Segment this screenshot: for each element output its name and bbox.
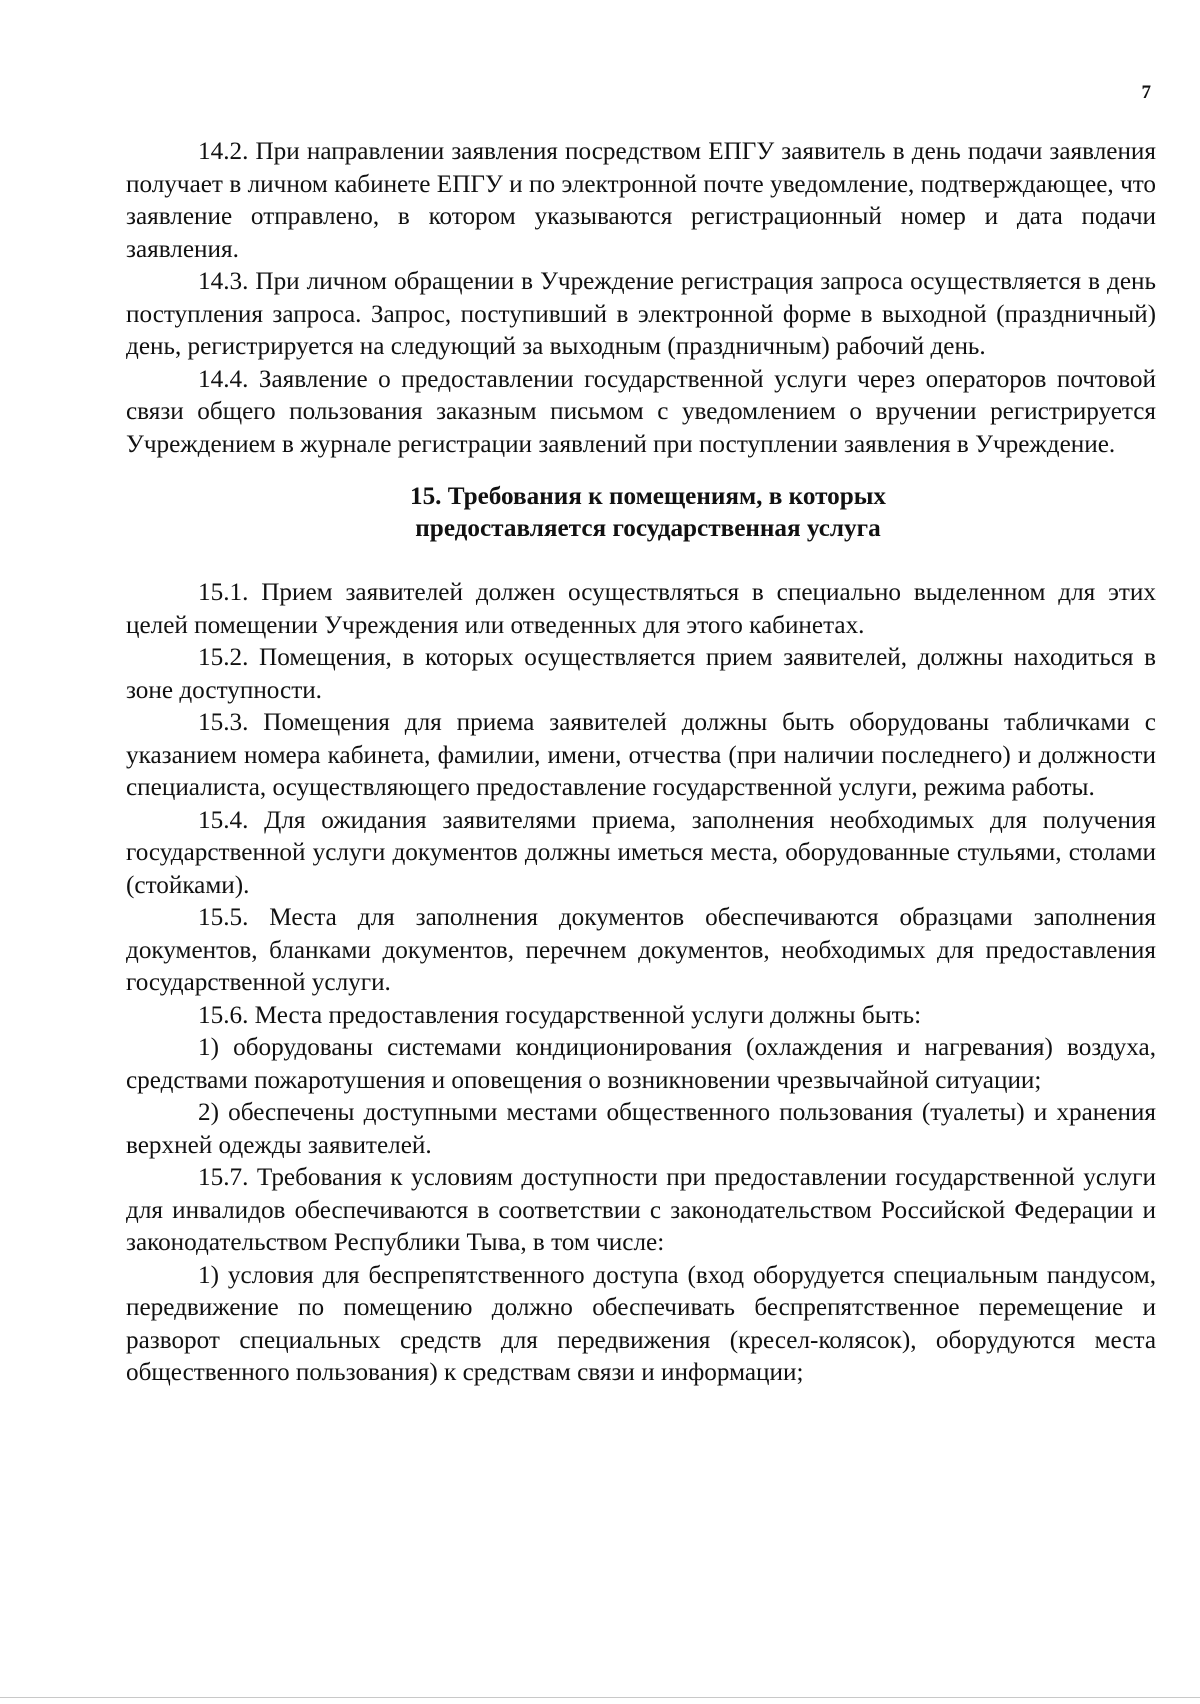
scan-bottom-edge [0,1697,1200,1698]
paragraph-14-3: 14.3. При личном обращении в Учреждение регистрация запроса осуществляется в день поступления запроса. Запрос, поступивший в электронной форме в выходной (праздничный) день, регистрируется на следующий за выходным (праздничным) рабочий день. [126,268,1156,360]
list-item-15-6-2: 2) обеспечены доступными местами общественного пользования (туалеты) и хранения верхней одежды заявителей. [126,1099,1156,1159]
paragraph-15-5: 15.5. Места для заполнения документов обеспечиваются образцами заполнения документов, бланками документов, перечнем документов, необходимых для предоставления государственной услуги. [126,904,1156,996]
document-body [126,136,1156,1390]
paragraph-15-4: 15.4. Для ожидания заявителями приема, заполнения необходимых для получения государственной услуги документов должны иметься места, оборудованные стульями, столами (стойками). [126,806,1156,899]
section-15-heading [126,481,1156,545]
section-heading-line-2: предоставляется государственная услуга [415,515,881,542]
paragraph-14-4: 14.4. Заявление о предоставлении государственной услуги через операторов почтовой связи общего пользования заказным письмом с уведомлением о вручении регистрируется Учреждением в журнале регистрации заявлений при поступлении заявления в Учреждение. [126,365,1156,458]
paragraph-15-3: 15.3. Помещения для приема заявителей должны быть оборудованы табличками с указанием номера кабинета, фамилии, имени, отчества (при наличии последнего) и должности специалиста, осуществляющего предоставление государственной услуги, режима работы. [126,709,1156,801]
page-number: 7 [1141,82,1151,103]
paragraph-15-6: 15.6. Места предоставления государственной услуги должны быть: [198,1001,922,1029]
paragraph-15-1: 15.1. Прием заявителей должен осуществляться в специально выделенном для этих целей помещении Учреждения или отведенных для этого кабинетах. [126,579,1156,639]
paragraph-14-2: 14.2. При направлении заявления посредством ЕПГУ заявитель в день подачи заявления получает в личном кабинете ЕПГУ и по электронной почте уведомление, подтверждающее, что заявление отправлено, в котором указываются регистрационный номер и дата подачи заявления. [126,138,1156,263]
paragraph-15-7: 15.7. Требования к условиям доступности при предоставлении государственной услуги для инвалидов обеспечиваются в соответствии с законодательством Российской Федерации и законодательством Республики Тыва, в том числе: [126,1164,1156,1256]
list-item-15-6-1: 1) оборудованы системами кондиционирования (охлаждения и нагревания) воздуха, средствами пожаротушения и оповещения о возникновении чрезвычайной ситуации; [126,1034,1156,1094]
section-heading-line-1: 15. Требования к помещениям, в которых [409,483,887,510]
paragraph-15-2: 15.2. Помещения, в которых осуществляется прием заявителей, должны находиться в зоне доступности. [126,644,1156,704]
list-item-15-7-1: 1) условия для беспрепятственного доступа (вход оборудуется специальным пандусом, передвижение по помещению должно обеспечивать беспрепятственное перемещение и разворот специальных средств для передвижения (кресел-колясок), оборудуются места общественного пользования) к средствам связи и информации; [126,1261,1156,1386]
